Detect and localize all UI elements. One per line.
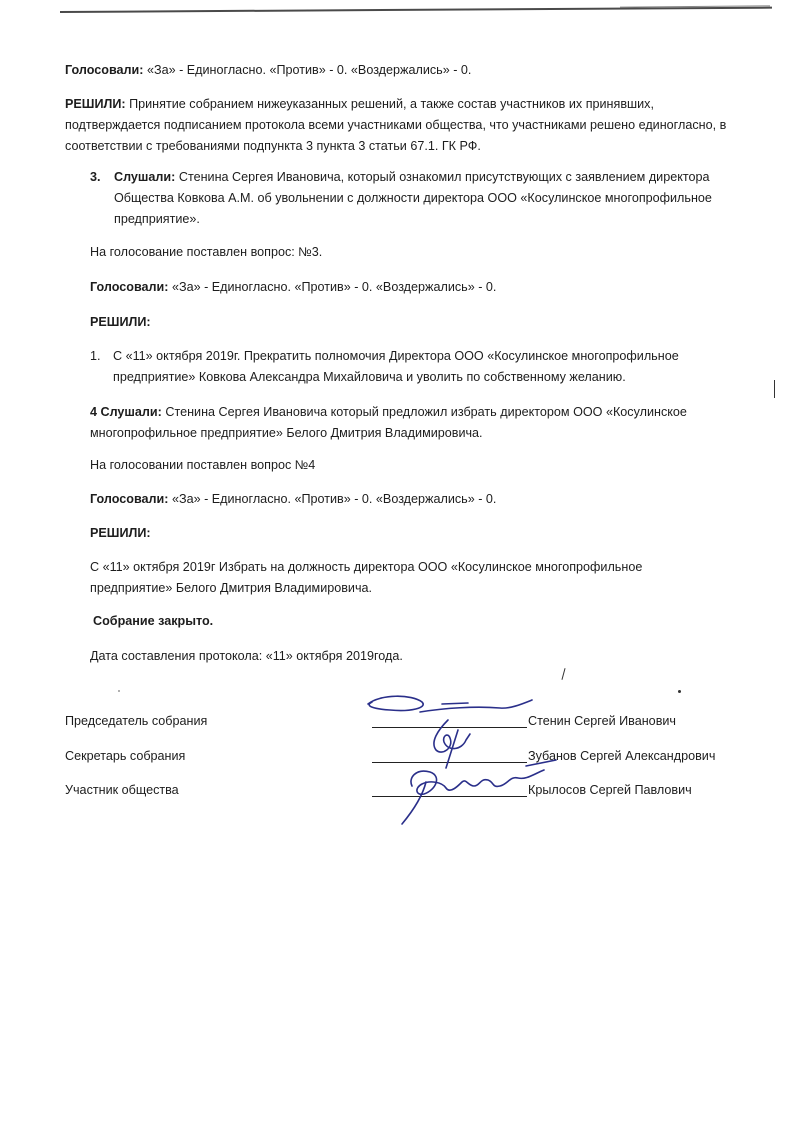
signature-name-chairman: Стенин Сергей Иванович xyxy=(528,714,676,728)
signature-name-secretary: Зубанов Сергей Александрович xyxy=(528,749,716,763)
decision-text: С «11» октября 2019г Избрать на должность директора ООО «Косулинское многопрофильное предприятие» Белого Дмитрия Владимировича. xyxy=(90,560,643,595)
vote-question: На голосование поставлен вопрос: №3. xyxy=(90,245,323,259)
item-label: Слушали: xyxy=(114,170,176,184)
handwritten-signatures xyxy=(350,690,590,830)
decision-paragraph xyxy=(65,94,741,157)
signature-role-chairman: Председатель собрания xyxy=(65,714,208,728)
decision-heading: РЕШИЛИ: xyxy=(90,315,151,329)
agenda-item-3 xyxy=(90,167,720,230)
scan-edge-line xyxy=(60,7,772,13)
item-text: Слушали: Стенина Сергея Ивановича, который ознакомил присутствующих с заявлением директора Общества Ковкова А.М. об увольнении с должности директора ООО «Косулинское многопрофильное предприятие». xyxy=(114,170,712,226)
decision-label: РЕШИЛИ: xyxy=(65,97,126,111)
vote-paragraph xyxy=(65,60,745,81)
protocol-date: Дата составления протокола: «11» октября 2019года. xyxy=(90,649,403,663)
vote-paragraph: Голосовали: «За» - Единогласно. «Против» - 0. «Воздержались» - 0. xyxy=(90,280,497,294)
vote-paragraph: Голосовали: «За» - Единогласно. «Против» - 0. «Воздержались» - 0. xyxy=(90,492,497,506)
agenda-item-4: 4 Слушали: Стенина Сергея Ивановича который предложил избрать директором ООО «Косулинское многопрофильное предприятие» Белого Дмитрия Владимировича. xyxy=(90,405,687,440)
item-number: 3. xyxy=(90,170,101,184)
signature-name-participant: Крылосов Сергей Павлович xyxy=(528,783,692,797)
scan-mark xyxy=(774,380,775,398)
vote-text: «За» - Единогласно. «Против» - 0. «Воздержались» - 0. xyxy=(143,63,472,77)
item-text: С «11» октября 2019г. Прекратить полномочия Директора ООО «Косулинское многопрофильное предприятие» Ковкова Александра Михайловича и уволить по собственному желанию. xyxy=(113,349,679,384)
scan-speck xyxy=(118,690,120,692)
scan-speck xyxy=(678,690,681,693)
decision-text: Принятие собранием нижеуказанных решений, а также состав участников их принявших, подтверждается подписанием протокола всеми участниками общества, что участниками решено единогласно, в соответствии с требованиями подпункта 3 пункта 3 статьи 67.1. ГК РФ. xyxy=(65,97,727,153)
decision-item-1 xyxy=(90,346,730,388)
signature-role-participant: Участник общества xyxy=(65,783,179,797)
item-number: 1. xyxy=(90,349,101,363)
meeting-closed: Собрание закрыто. xyxy=(93,614,214,628)
vote-question: На голосовании поставлен вопрос №4 xyxy=(90,458,316,472)
vote-label: Голосовали: xyxy=(65,63,144,77)
scan-mark xyxy=(561,668,565,680)
signature-role-secretary: Секретарь собрания xyxy=(65,749,186,763)
decision-heading: РЕШИЛИ: xyxy=(90,526,151,540)
